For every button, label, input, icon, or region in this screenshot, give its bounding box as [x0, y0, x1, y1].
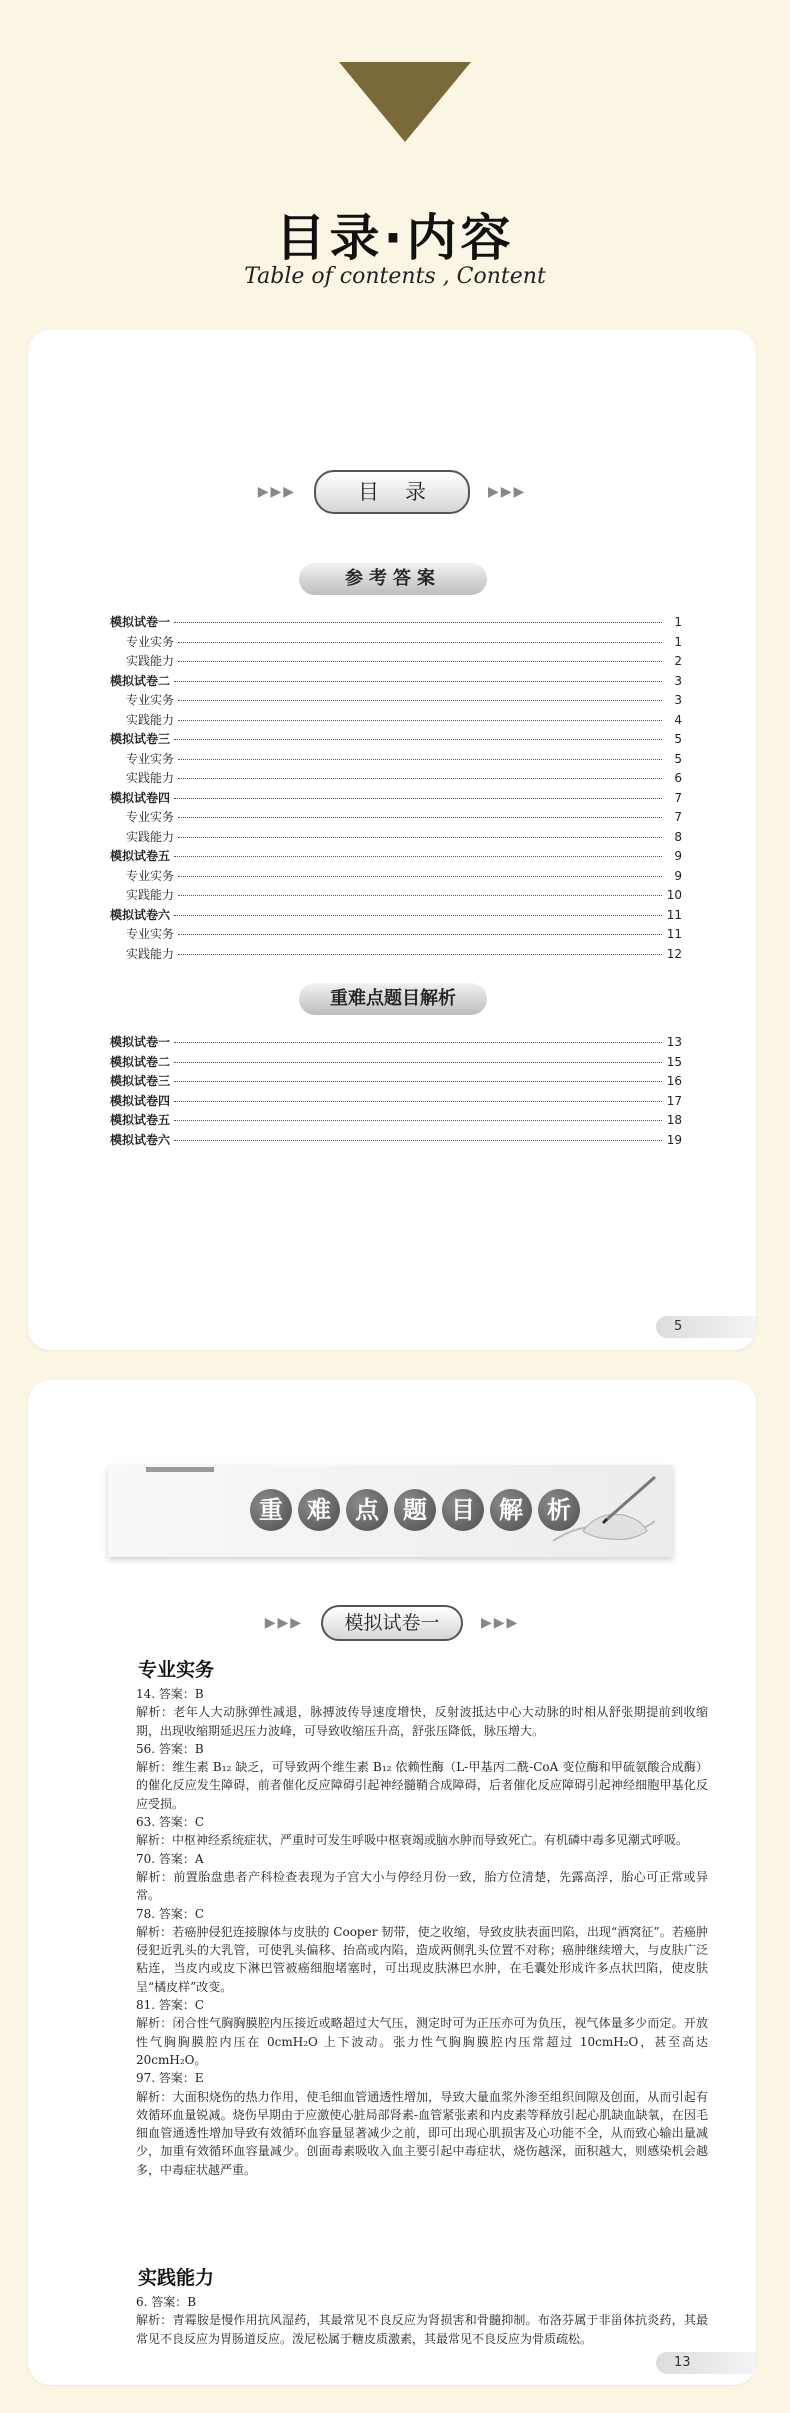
- toc-label: 实践能力: [126, 946, 175, 961]
- answer-explanation: 解析：前置胎盘患者产科检查表现为子宫大小与停经月份一致，胎方位清楚，先露高浮，胎心可正常或异常。: [136, 1869, 708, 1903]
- answer-explanation: 解析：老年人大动脉弹性减退，脉搏波传导速度增快，反射波抵达中心大动脉的时相从舒张期提前到收缩期，出现收缩期延迟压力波峰，可导致收缩压升高，舒张压降低，脉压增大。: [136, 1705, 708, 1738]
- banner-char: 析: [538, 1489, 580, 1531]
- arrow-right-icon: ▶▶▶: [264, 1615, 303, 1631]
- toc-leader: [178, 700, 662, 701]
- toc-label: 专业实务: [126, 868, 175, 883]
- answer-key: 56. 答案：B: [136, 1741, 204, 1756]
- arrow-right-icon: ▶▶▶: [481, 1615, 520, 1631]
- toc-label: 模拟试卷六: [110, 907, 171, 922]
- toc-row: [110, 945, 682, 965]
- answer-item: [136, 1813, 708, 1850]
- toc-label: 专业实务: [126, 634, 175, 649]
- toc-page: 2: [674, 654, 682, 668]
- banner-char: 点: [346, 1489, 388, 1531]
- toc-leader: [178, 642, 662, 643]
- toc-page: 5: [674, 732, 682, 746]
- page-subtitle: Table of contents , Content: [244, 264, 546, 289]
- toc-row: [110, 633, 682, 653]
- toc-leader: [178, 837, 662, 838]
- answers-practice: [136, 2293, 708, 2348]
- toc-leader: [174, 1062, 662, 1063]
- arrow-right-icon: ▶▶▶: [257, 484, 296, 500]
- banner-char: 解: [490, 1489, 532, 1531]
- toc-label: 模拟试卷六: [110, 1132, 171, 1147]
- toc-row: [110, 886, 682, 906]
- banner-char: 目: [442, 1489, 484, 1531]
- toc-list-analysis: [110, 1033, 682, 1150]
- page-title: 目录·内容: [275, 209, 515, 267]
- toc-leader: [178, 661, 662, 662]
- answer-explanation: 解析：闭合性气胸胸膜腔内压接近或略超过大气压，测定时可为正压亦可为负压，视气体量多少而定。开放性气胸胸膜腔内压在 0cmH₂O 上下波动。张力性气胸胸膜腔内压常超过 10cmH₂O，甚至高达 20cmH₂O。: [136, 2016, 708, 2067]
- toc-row: [110, 691, 682, 711]
- toc-label: 实践能力: [126, 829, 175, 844]
- toc-leader: [174, 739, 662, 740]
- toc-label: 模拟试卷二: [110, 1054, 171, 1069]
- analysis-banner: [108, 1465, 673, 1557]
- toc-label: 专业实务: [126, 693, 175, 707]
- toc-row: [110, 808, 682, 828]
- exam-pill-row: [28, 1605, 756, 1641]
- banner-char: 题: [394, 1489, 436, 1531]
- toc-label: 专业实务: [126, 810, 175, 824]
- toc-page: 12: [666, 946, 682, 961]
- banner-title: [250, 1489, 580, 1531]
- toc-row: [110, 652, 682, 672]
- answer-item: [136, 2069, 708, 2179]
- toc-label: 模拟试卷一: [110, 1035, 171, 1049]
- toc-page: 15: [666, 1054, 682, 1069]
- toc-row: [110, 906, 682, 926]
- toc-page: 11: [666, 907, 682, 922]
- toc-row: [110, 925, 682, 945]
- toc-page: 9: [674, 849, 682, 863]
- toc-page: 11: [666, 927, 682, 941]
- toc-label: 模拟试卷三: [110, 1074, 171, 1088]
- toc-leader: [178, 876, 662, 877]
- toc-row: [110, 847, 682, 867]
- toc-leader: [174, 1081, 662, 1082]
- toc-page: 10: [666, 888, 682, 902]
- answers-professional: [136, 1685, 708, 2179]
- toc-page: 3: [674, 673, 682, 688]
- toc-leader: [174, 1101, 662, 1102]
- toc-page: 1: [674, 615, 682, 629]
- answer-item: [136, 1685, 708, 1740]
- toc-list-answers: [110, 613, 682, 964]
- exam-pill: 模拟试卷一: [321, 1605, 463, 1641]
- arrow-right-icon: ▶▶▶: [488, 484, 527, 500]
- toc-leader: [174, 856, 662, 857]
- toc-leader: [178, 817, 662, 818]
- toc-row: [110, 730, 682, 750]
- toc-label: 实践能力: [126, 888, 175, 902]
- toc-page: 4: [674, 712, 682, 727]
- toc-page: 7: [674, 810, 682, 824]
- toc-page: 7: [674, 790, 682, 805]
- toc-row: [110, 750, 682, 770]
- toc-page: 13: [666, 1035, 682, 1049]
- toc-leader: [174, 915, 662, 916]
- toc-label: 模拟试卷三: [110, 732, 171, 746]
- toc-leader: [178, 759, 662, 760]
- answer-key: 97. 答案：E: [136, 2071, 204, 2086]
- banner-stripe: [146, 1467, 214, 1472]
- toc-row: [110, 1092, 682, 1112]
- answer-key: 6. 答案：B: [136, 2295, 197, 2309]
- toc-leader: [174, 1120, 662, 1121]
- toc-page: 8: [674, 829, 682, 844]
- answer-item: [136, 1850, 708, 1905]
- toc-page: 5: [674, 751, 682, 766]
- analysis-card: [28, 1380, 756, 2385]
- answer-key: 63. 答案：C: [136, 1815, 205, 1830]
- heading-professional: 专业实务: [138, 1659, 215, 1681]
- toc-label: 实践能力: [126, 712, 175, 727]
- page-number: 13: [656, 2352, 756, 2374]
- toc-page: 17: [666, 1093, 682, 1108]
- writing-hand-icon: [543, 1471, 663, 1551]
- toc-label: 模拟试卷四: [110, 790, 171, 805]
- toc-label: 模拟试卷一: [110, 615, 171, 629]
- section-title-answers: 参考答案: [299, 563, 487, 595]
- toc-leader: [178, 778, 662, 779]
- banner-char: 重: [250, 1489, 292, 1531]
- heading-practice: 实践能力: [138, 2267, 215, 2289]
- answer-key: 14. 答案：B: [136, 1687, 204, 1701]
- answer-key: 78. 答案：C: [136, 1906, 205, 1921]
- toc-pill: 目录: [314, 470, 470, 514]
- toc-leader: [174, 622, 662, 623]
- toc-page: 3: [674, 693, 682, 707]
- toc-card: [28, 330, 756, 1350]
- answer-item: [136, 1996, 708, 2069]
- answer-item: [136, 1740, 708, 1813]
- toc-label: 实践能力: [126, 771, 175, 785]
- toc-label: 模拟试卷二: [110, 673, 171, 688]
- toc-leader: [178, 954, 662, 955]
- toc-leader: [174, 1140, 662, 1141]
- toc-row: [110, 1131, 682, 1151]
- toc-page: 16: [666, 1074, 682, 1088]
- toc-page: 6: [674, 771, 682, 785]
- toc-pill-row: [28, 470, 756, 514]
- toc-row: [110, 1033, 682, 1053]
- toc-page: 9: [674, 868, 682, 883]
- section-title-analysis: 重难点题目解析: [299, 983, 487, 1015]
- triangle-ornament-icon: [339, 62, 471, 142]
- header-banner: [0, 0, 790, 330]
- answer-explanation: 解析：青霉胺是慢作用抗风湿药，其最常见不良反应为肾损害和骨髓抑制。布洛芬属于非甾体抗炎药，其最常见不良反应为胃肠道反应。泼尼松属于糖皮质激素，其最常见不良反应为骨质疏松。: [136, 2313, 708, 2346]
- toc-row: [110, 711, 682, 731]
- answer-item: [136, 1905, 708, 1996]
- toc-row: [110, 867, 682, 887]
- answer-explanation: 解析：维生素 B₁₂ 缺乏，可导致两个维生素 B₁₂ 依赖性酶（L-甲基丙二酰-CoA 变位酶和甲硫氨酸合成酶）的催化反应发生障碍，前者催化反应障碍引起神经髓鞘合成障碍，后者催化反应障碍引起神经细胞甲基化反应受损。: [136, 1760, 708, 1811]
- toc-label: 专业实务: [126, 927, 175, 941]
- toc-leader: [174, 1042, 662, 1043]
- toc-leader: [178, 720, 662, 721]
- toc-label: 专业实务: [126, 751, 175, 766]
- answer-key: 81. 答案：C: [136, 1998, 205, 2013]
- answer-explanation: 解析：若癌肿侵犯连接腺体与皮肤的 Cooper 韧带，使之收缩，导致皮肤表面凹陷，出现“酒窝征”。若癌肿侵犯近乳头的大乳管，可使乳头偏移、抬高或内陷，造成两侧乳头位置不对称；癌肿继续增大，与皮肤广泛粘连，当皮内或皮下淋巴管被癌细胞堵塞时，可出现皮肤淋巴水肿，在毛囊处形成许多点状凹陷，使皮肤呈“橘皮样”改变。: [136, 1924, 708, 1994]
- toc-row: [110, 672, 682, 692]
- banner-char: 难: [298, 1489, 340, 1531]
- toc-row: [110, 1053, 682, 1073]
- answer-item: [136, 2293, 708, 2348]
- toc-row: [110, 769, 682, 789]
- toc-leader: [174, 798, 662, 799]
- toc-leader: [178, 895, 662, 896]
- answer-explanation: 解析：中枢神经系统症状，严重时可发生呼吸中枢衰竭或脑水肿而导致死亡。有机磷中毒多见潮式呼吸。: [136, 1833, 689, 1848]
- toc-label: 模拟试卷四: [110, 1093, 171, 1108]
- toc-page: 19: [666, 1132, 682, 1147]
- answer-explanation: 解析：大面积烧伤的热力作用，使毛细血管通透性增加，导致大量血浆外渗至组织间隙及创面，从而引起有效循环血量锐减。烧伤早期由于应激使心脏局部肾素-血管紧张素和内皮素等释放引起心肌缺血缺氧，在因毛细血管通透性增加导致有效循环血容量显著减少之前，即可出现心肌损害及心功能不全，从而致心输出量减少，加重有效循环血容量减少。创面毒素吸收入血主要引起中毒症状，烧伤越深，面积越大，则感染机会越多，中毒症状越严重。: [136, 2089, 708, 2177]
- toc-page: 18: [666, 1113, 682, 1127]
- toc-row: [110, 1072, 682, 1092]
- toc-leader: [178, 934, 662, 935]
- toc-row: [110, 789, 682, 809]
- page-number: 5: [656, 1316, 756, 1338]
- toc-label: 模拟试卷五: [110, 849, 171, 863]
- toc-row: [110, 1111, 682, 1131]
- toc-label: 模拟试卷五: [110, 1113, 171, 1127]
- toc-page: 1: [674, 634, 682, 649]
- toc-row: [110, 613, 682, 633]
- toc-leader: [174, 681, 662, 682]
- toc-label: 实践能力: [126, 654, 175, 668]
- toc-row: [110, 828, 682, 848]
- answer-key: 70. 答案：A: [136, 1851, 204, 1866]
